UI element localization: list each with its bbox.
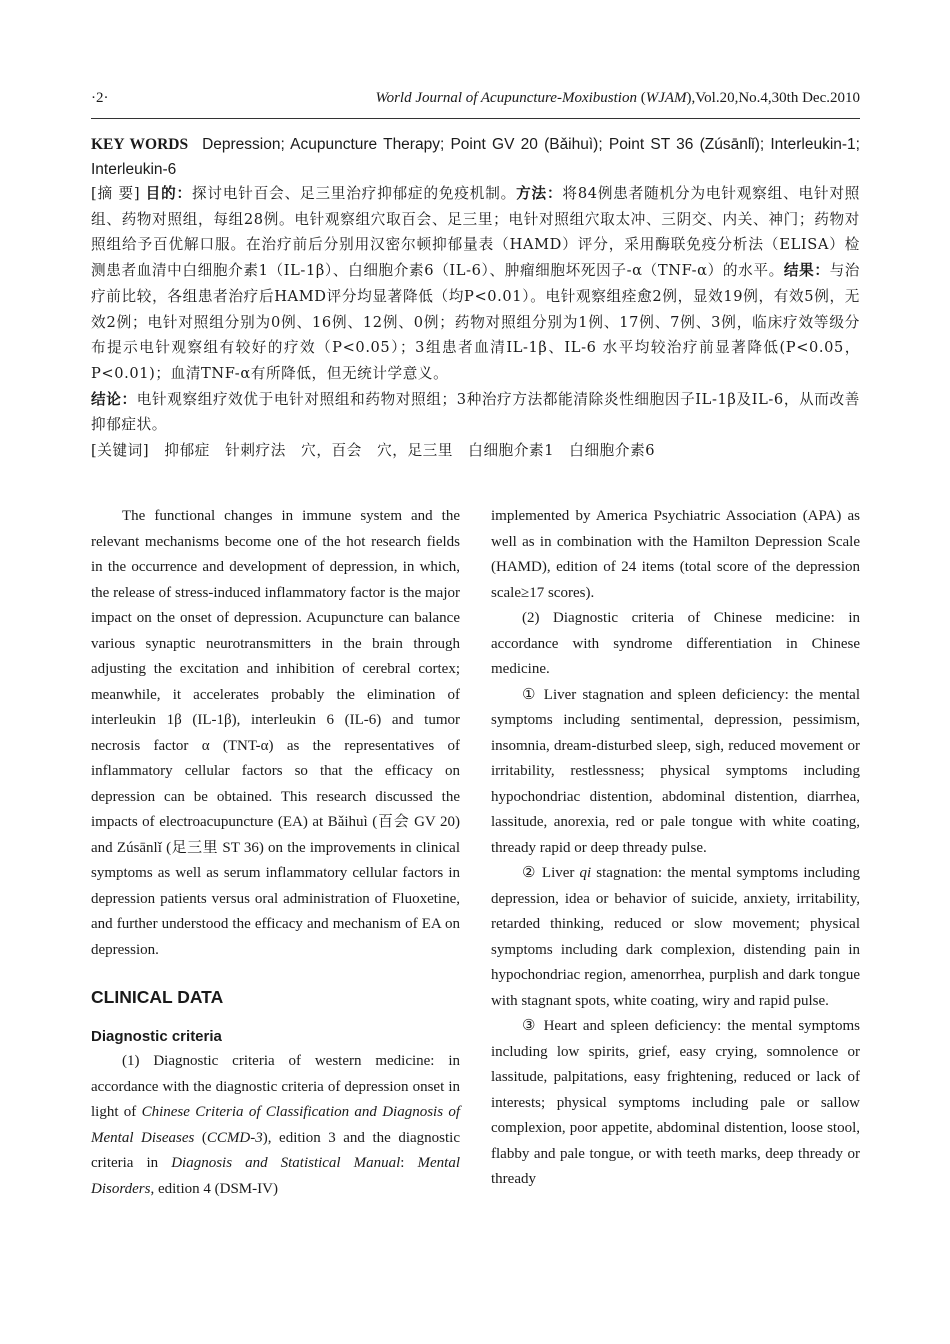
paragraph: ① Liver stagnation and spleen deficiency: the mental symptoms including sentimental, depression, pessimism, insomnia, dream-disturbed sleep, sigh, reduced movement or irritability, restlessness; physical symptoms including hypochondriac distention, abdominal distention, diarrhea, lassitude, anorexia, red or pale tongue with white coating, thready rapid or deep thready pulse. bbox=[491, 686, 860, 856]
journal-citation: World Journal of Acupuncture-Moxibustion (WJAM),Vol.20,No.4,30th Dec.2010 bbox=[375, 90, 860, 106]
paragraph: (2) Diagnostic criteria of Chinese medicine: in accordance with syndrome differentiation in Chinese medicine. bbox=[491, 610, 860, 677]
method-text: 将84例患者随机分为电针观察组、电针对照组、药物对照组，每组28例。电针观察组穴取百会、足三里；电针对照组穴取太冲、三阴交、内关、神门；药物对照组给予百优解口服。在治疗前后分别用汉密尔顿抑郁量表（HAMD）评分，采用酶联免疫分析法（ELISA）检测患者血清中白细胞介素1（IL-1β）、白细胞介素6（IL-6）、肿瘤细胞坏死因子-α（TNF-α）的水平。 bbox=[91, 185, 861, 280]
objective-label: 目的： bbox=[145, 185, 192, 202]
header-rule bbox=[91, 118, 860, 119]
keywords-text: Depression; Acupuncture Therapy; Point GV 20 (Bǎihuì); Point ST 36 (Zúsānlǐ); Interleukin-1; Interleukin-6 bbox=[91, 136, 860, 178]
left-column bbox=[91, 504, 460, 1202]
objective-text: 探讨电针百会、足三里治疗抑郁症的免疫机制。 bbox=[191, 185, 517, 202]
english-keywords bbox=[91, 132, 860, 182]
text: ( bbox=[194, 1129, 207, 1146]
citation-title: Chinese Criteria of Classification and Diagnosis of Mental Diseases bbox=[91, 1104, 460, 1146]
cn-keywords-text: 抑郁症 针刺疗法 穴，百会 穴，足三里 白细胞介素1 白细胞介素6 bbox=[164, 442, 656, 460]
abstract-label: [摘 要] bbox=[91, 185, 141, 202]
right-column bbox=[491, 504, 860, 1193]
text: stagnation: the mental symptoms including depression, idea or behavior of suicide, anxiety, irritability, retarded thinking, reduced or slow movement; physical symptoms including dark complexion, distending pain in hypochondriac region, amenorrhea, purplish and dark tongue with stagnant spots, white coating, wiry and rapid pulse. bbox=[491, 865, 860, 1009]
intro-paragraph: The functional changes in immune system and the relevant mechanisms become one of the hot research fields in the occurrence and development of depression, in which, the release of stress-induced inflammatory factor is the major impact on the onset of depression. Acupuncture can balance various synaptic neurotransmitters in the brain through adjusting the excitation and inhibition of cerebral cortex; meanwhile, it accelerates probably the elimination of interleukin 1β (IL-1β), interleukin 6 (IL-6) and tumor necrosis factor α (TNT-α) as the representatives of inflammatory cellular factors so that the efficacy on depression can be obtained. This research discussed the impacts of electroacupuncture (EA) at Bǎihuì (百会 GV 20) and Zúsānlǐ (足三里 ST 36) on the improvements in clinical symptoms as well as serum inflammatory cellular factors in depression patients versus oral administration of Fluoxetine, and further understood the efficacy and mechanism of EA on depression. bbox=[91, 508, 460, 958]
paragraph bbox=[491, 861, 860, 1014]
keywords-label: KEY WORDS bbox=[91, 136, 189, 153]
conclusion-text: 电针观察组疗效优于电针对照组和药物对照组；3种治疗方法都能清除炎性细胞因子IL-1β及IL-6，从而改善抑郁症状。 bbox=[91, 390, 860, 434]
page-number: ·2· bbox=[91, 90, 109, 106]
text: : bbox=[400, 1155, 418, 1171]
cn-keywords-label: [关键词] bbox=[91, 442, 150, 460]
journal-name: World Journal of Acupuncture-Moxibustion bbox=[375, 90, 637, 106]
text: ② Liver bbox=[522, 865, 580, 881]
criteria-western-paragraph bbox=[91, 1049, 460, 1202]
running-header bbox=[91, 88, 860, 114]
term: qi bbox=[579, 865, 592, 881]
text: ), edition 3 and the diagnostic criteria in bbox=[91, 1129, 460, 1171]
method-label: 方法： bbox=[516, 185, 563, 202]
journal-abbr: WJAM bbox=[645, 90, 687, 106]
chinese-abstract bbox=[91, 181, 860, 464]
result-text: 与治疗前比较，各组患者治疗后HAMD评分均显著降低（均P<0.01）。电针观察组痊愈2例，显效19例，有效5例，无效2例；电针对照组分别为0例、16例、12例、0例；药物对照组分别为1例、17例、7例、3例，临床疗效等级分布提示电针观察组有较好的疗效（P<0.05）；3组患者血清IL-1β、IL-6 水平均较治疗前显著降低(P<0.05，P<0.01)；血清TNF-α有所降低，但无统计学意义。 bbox=[91, 262, 860, 382]
text: , edition 4 (DSM-IV) bbox=[150, 1180, 278, 1197]
citation-title: Mental Disorders bbox=[91, 1155, 460, 1197]
conclusion-label: 结论： bbox=[91, 390, 137, 408]
citation-title: Diagnosis and Statistical Manual bbox=[171, 1155, 401, 1171]
section-heading: CLINICAL DATA bbox=[91, 987, 224, 1007]
citation-abbr: CCMD-3 bbox=[206, 1129, 263, 1146]
paragraph: implemented by America Psychiatric Association (APA) as well as in combination with the Hamilton Depression Scale (HAMD), edition of 24 items (total score of the depression scale≥17 scores). bbox=[491, 508, 860, 601]
subsection-heading: Diagnostic criteria bbox=[91, 1027, 222, 1045]
paragraph: ③ Heart and spleen deficiency: the mental symptoms including low spirits, grief, easy crying, somnolence or lassitude, palpitations, easy frightening, reduced or lack of interests; physical symptoms including pale or sallow complexion, poor appetite, abdominal distention, loose stool, flabby and pale tongue, or with teeth marks, deep thready or thready bbox=[491, 1018, 860, 1187]
journal-issue: Vol.20,No.4,30th Dec.2010 bbox=[695, 90, 860, 106]
text: (1) Diagnostic criteria of western medicine: in accordance with the diagnostic criteria of depression onset in light of bbox=[91, 1053, 460, 1120]
result-label: 结果： bbox=[783, 262, 830, 280]
